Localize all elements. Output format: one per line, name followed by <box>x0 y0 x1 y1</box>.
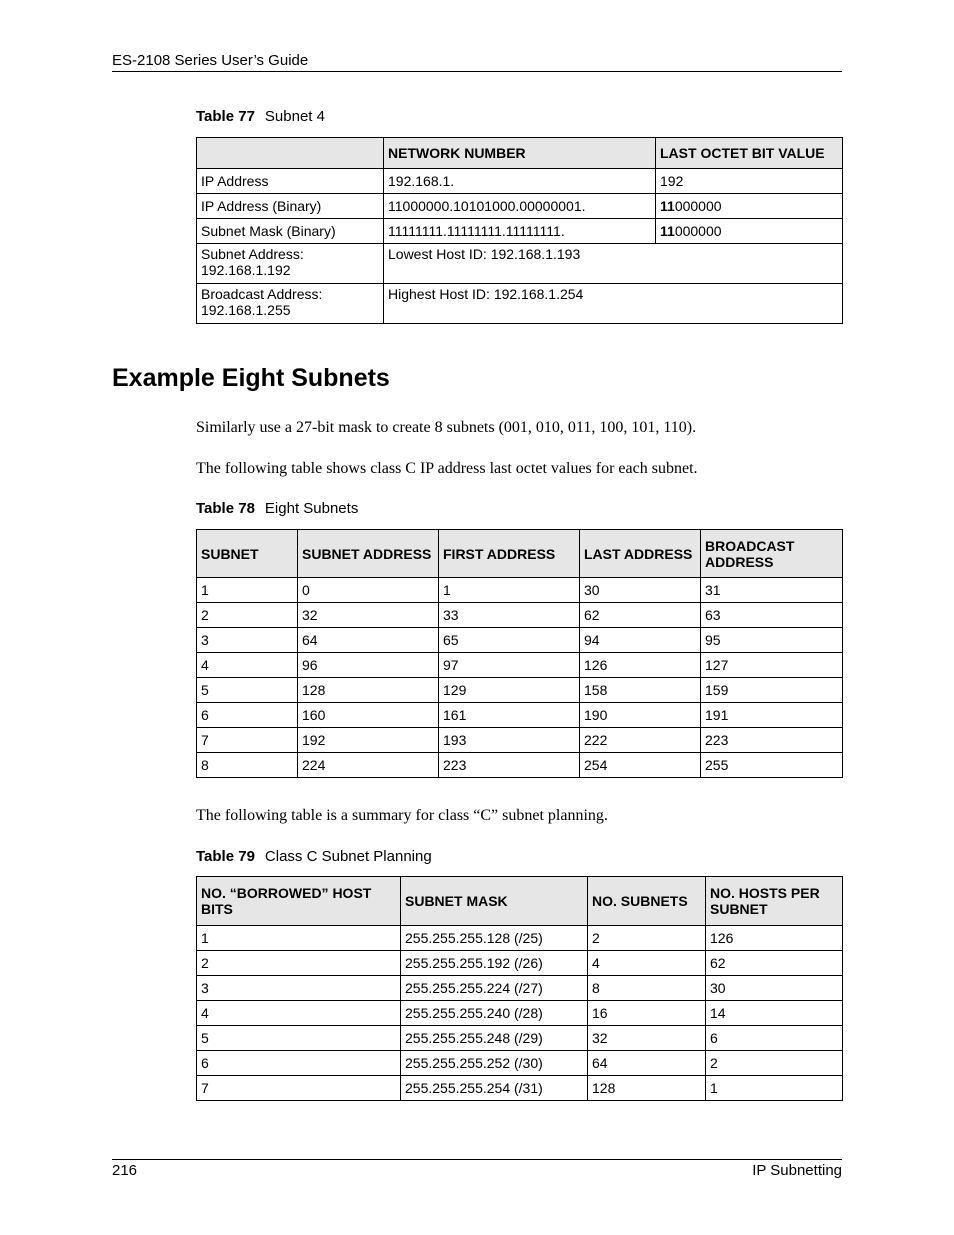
table-cell: 3 <box>197 976 401 1001</box>
table-cell: 255.255.255.224 (/27) <box>401 976 588 1001</box>
table-cell: 62 <box>706 951 843 976</box>
table-cell: IP Address <box>197 169 384 194</box>
table-row <box>197 1076 843 1101</box>
table77-header-cell: LAST OCTET BIT VALUE <box>656 138 843 169</box>
table79-header-row <box>197 877 843 926</box>
table-cell: 6 <box>197 1051 401 1076</box>
table-cell: 33 <box>439 603 580 628</box>
table-cell: 4 <box>197 653 298 678</box>
running-header: ES-2108 Series User’s Guide <box>112 52 309 69</box>
table-cell: Subnet Mask (Binary) <box>197 219 384 244</box>
table-cell: 2 <box>588 926 706 951</box>
table77-header-row <box>197 138 843 169</box>
table-cell: 128 <box>588 1076 706 1101</box>
subnet-address-value: 192.168.1.192 <box>201 262 291 278</box>
table-cell: 127 <box>701 653 843 678</box>
broadcast-address-value: 192.168.1.255 <box>201 302 291 318</box>
table-row <box>197 703 843 728</box>
paragraph: The following table shows class C IP address last octet values for each subnet. <box>196 460 698 477</box>
table-cell: 255.255.255.192 (/26) <box>401 951 588 976</box>
table-cell: 1 <box>706 1076 843 1101</box>
table-cell: 2 <box>197 603 298 628</box>
table79-caption <box>196 848 432 865</box>
table-cell: 14 <box>706 1001 843 1026</box>
table-cell: Lowest Host ID: 192.168.1.193 <box>384 244 843 284</box>
table77-caption <box>196 108 325 125</box>
table-cell: 64 <box>298 628 439 653</box>
bit-value-rest: 192 <box>660 173 684 189</box>
table-row <box>197 1001 843 1026</box>
table-row <box>197 678 843 703</box>
footer-rule <box>112 1159 842 1160</box>
table-cell: 255.255.255.128 (/25) <box>401 926 588 951</box>
table-cell: 65 <box>439 628 580 653</box>
table77-caption-title: Subnet 4 <box>264 108 325 125</box>
table-cell <box>656 219 843 244</box>
table-cell: 30 <box>706 976 843 1001</box>
broadcast-address-label: Broadcast Address: <box>201 286 323 302</box>
table-cell: 94 <box>580 628 701 653</box>
table-row <box>197 244 843 284</box>
table-cell: 222 <box>580 728 701 753</box>
table77-header-cell: NETWORK NUMBER <box>384 138 656 169</box>
table-cell: 224 <box>298 753 439 778</box>
table78-header-cell: SUBNET <box>197 530 298 578</box>
table-cell: 30 <box>580 578 701 603</box>
table-cell: 158 <box>580 678 701 703</box>
table79-header-cell: NO. “BORROWED” HOST BITS <box>197 877 401 926</box>
table-cell: 32 <box>298 603 439 628</box>
table-cell: 0 <box>298 578 439 603</box>
footer-section-title: IP Subnetting <box>752 1162 842 1179</box>
table79-header-cell: NO. SUBNETS <box>588 877 706 926</box>
table-row <box>197 628 843 653</box>
table-cell: 95 <box>701 628 843 653</box>
table-cell: 255.255.255.254 (/31) <box>401 1076 588 1101</box>
table-row <box>197 926 843 951</box>
table-cell: 129 <box>439 678 580 703</box>
table-row <box>197 728 843 753</box>
table-cell: 4 <box>588 951 706 976</box>
table-row <box>197 753 843 778</box>
table-cell: 193 <box>439 728 580 753</box>
table-cell: 3 <box>197 628 298 653</box>
table-row <box>197 219 843 244</box>
table78-caption-label: Table 78 <box>196 500 255 517</box>
table79 <box>196 876 843 1101</box>
table-cell: 161 <box>439 703 580 728</box>
table-cell: 97 <box>439 653 580 678</box>
table-cell <box>656 194 843 219</box>
table-cell: 7 <box>197 1076 401 1101</box>
table-cell: 16 <box>588 1001 706 1026</box>
table-cell: 64 <box>588 1051 706 1076</box>
table-row <box>197 578 843 603</box>
bit-value-bold: 11 <box>660 198 675 214</box>
table-row <box>197 194 843 219</box>
table-cell: 1 <box>197 578 298 603</box>
table-row <box>197 653 843 678</box>
table-cell: 4 <box>197 1001 401 1026</box>
table78-header-cell: BROADCAST ADDRESS <box>701 530 843 578</box>
table-row <box>197 603 843 628</box>
table-cell: 255.255.255.252 (/30) <box>401 1051 588 1076</box>
table-row <box>197 284 843 324</box>
table78 <box>196 529 843 778</box>
table-cell: 63 <box>701 603 843 628</box>
table-cell: 192 <box>298 728 439 753</box>
paragraph: The following table is a summary for class “C” subnet planning. <box>196 807 608 824</box>
table79-caption-title: Class C Subnet Planning <box>264 848 432 865</box>
table-cell: 2 <box>197 951 401 976</box>
paragraph: Similarly use a 27-bit mask to create 8 subnets (001, 010, 011, 100, 101, 110). <box>196 419 697 436</box>
table-cell: 255.255.255.240 (/28) <box>401 1001 588 1026</box>
table-cell: 7 <box>197 728 298 753</box>
table-cell: 6 <box>706 1026 843 1051</box>
section-heading: Example Eight Subnets <box>112 364 390 392</box>
table-cell: 191 <box>701 703 843 728</box>
table77-caption-label: Table 77 <box>196 108 255 125</box>
table78-caption <box>196 500 358 517</box>
table-cell: IP Address (Binary) <box>197 194 384 219</box>
table-row <box>197 951 843 976</box>
table-cell: 1 <box>439 578 580 603</box>
table-cell: 126 <box>580 653 701 678</box>
table79-header-cell: NO. HOSTS PER SUBNET <box>706 877 843 926</box>
table-cell: 32 <box>588 1026 706 1051</box>
table-cell: 160 <box>298 703 439 728</box>
table-cell: 192.168.1. <box>384 169 656 194</box>
bit-value-bold: 11 <box>660 223 675 239</box>
bit-value-rest: 000000 <box>674 223 722 239</box>
table78-header-cell: FIRST ADDRESS <box>439 530 580 578</box>
table-cell: 11000000.10101000.00000001. <box>384 194 656 219</box>
table-cell: 11111111.11111111.11111111. <box>384 219 656 244</box>
table78-header-row <box>197 530 843 578</box>
table-cell: 126 <box>706 926 843 951</box>
table-row <box>197 1026 843 1051</box>
table-cell: 8 <box>197 753 298 778</box>
table-cell: 31 <box>701 578 843 603</box>
page-number: 216 <box>112 1162 138 1179</box>
table-cell <box>656 169 843 194</box>
table77 <box>196 137 843 324</box>
table-cell: 223 <box>439 753 580 778</box>
table-cell: 8 <box>588 976 706 1001</box>
table78-header-cell: SUBNET ADDRESS <box>298 530 439 578</box>
table-cell: 254 <box>580 753 701 778</box>
bit-value-rest: 000000 <box>674 198 722 214</box>
table-cell: 5 <box>197 1026 401 1051</box>
table78-header-cell: LAST ADDRESS <box>580 530 701 578</box>
header-rule <box>112 71 842 72</box>
table-cell: 5 <box>197 678 298 703</box>
table-cell: 2 <box>706 1051 843 1076</box>
table77-header-cell <box>197 138 384 169</box>
table-cell: 1 <box>197 926 401 951</box>
table78-caption-title: Eight Subnets <box>264 500 359 517</box>
table-cell: 255 <box>701 753 843 778</box>
table-row <box>197 1051 843 1076</box>
subnet-address-label: Subnet Address: <box>201 246 304 262</box>
table-cell: 96 <box>298 653 439 678</box>
table-cell: 6 <box>197 703 298 728</box>
table-cell <box>197 244 384 284</box>
table79-caption-label: Table 79 <box>196 848 255 865</box>
table-cell: Highest Host ID: 192.168.1.254 <box>384 284 843 324</box>
table-cell: 128 <box>298 678 439 703</box>
table-cell: 223 <box>701 728 843 753</box>
table-row <box>197 976 843 1001</box>
table-cell: 255.255.255.248 (/29) <box>401 1026 588 1051</box>
table-cell: 62 <box>580 603 701 628</box>
table-cell <box>197 284 384 324</box>
table-cell: 190 <box>580 703 701 728</box>
table-row <box>197 169 843 194</box>
table79-header-cell: SUBNET MASK <box>401 877 588 926</box>
table-cell: 159 <box>701 678 843 703</box>
